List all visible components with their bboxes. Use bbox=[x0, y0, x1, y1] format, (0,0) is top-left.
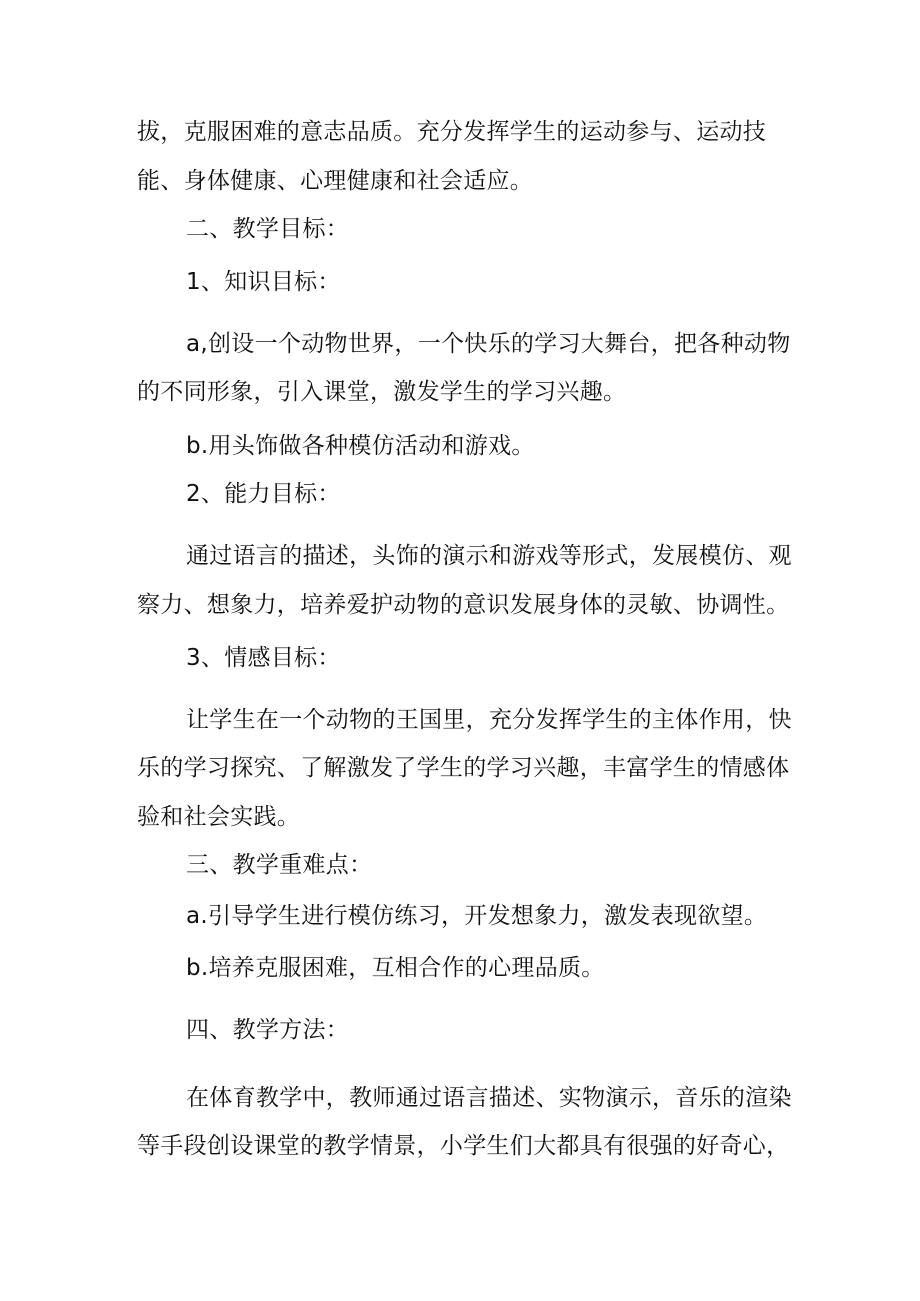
subsection-heading: 3、情感目标： bbox=[186, 645, 341, 671]
list-item: b.用头饰做各种模仿活动和游戏。 bbox=[186, 433, 535, 459]
paragraph-line: 验和社会实践。 bbox=[137, 804, 301, 830]
paragraph-line: 通过语言的描述，头饰的演示和游戏等形式，发展模仿、观 bbox=[186, 543, 792, 569]
section-heading: 四、教学方法： bbox=[186, 1017, 350, 1043]
subsection-heading: 1、知识目标： bbox=[186, 269, 341, 295]
paragraph-line: 能、身体健康、心理健康和社会适应。 bbox=[137, 168, 534, 194]
paragraph-line: 的不同形象，引入课堂，激发学生的学习兴趣。 bbox=[137, 379, 627, 405]
paragraph-line: 乐的学习探究、了解激发了学生的学习兴趣，丰富学生的情感体 bbox=[137, 755, 790, 781]
paragraph-line: 拔，克服困难的意志品质。充分发挥学生的运动参与、运动技 bbox=[137, 119, 767, 145]
list-item: b.培养克服困难，互相合作的心理品质。 bbox=[186, 955, 605, 981]
paragraph-line: 让学生在一个动物的王国里，充分发挥学生的主体作用，快 bbox=[186, 707, 792, 733]
list-item: a.引导学生进行模仿练习，开发想象力，激发表现欲望。 bbox=[186, 903, 768, 929]
paragraph-line: 等手段创设课堂的教学情景，小学生们大都具有很强的好奇心， bbox=[137, 1133, 790, 1159]
section-heading: 三、教学重难点： bbox=[186, 852, 373, 878]
subsection-heading: 2、能力目标： bbox=[186, 481, 341, 507]
list-item: a,创设一个动物世界，一个快乐的学习大舞台，把各种动物 bbox=[186, 331, 791, 357]
paragraph-line: 察力、想象力，培养爱护动物的意识发展身体的灵敏、协调性。 bbox=[137, 592, 790, 618]
section-heading: 二、教学目标： bbox=[186, 216, 350, 242]
paragraph-line: 在体育教学中，教师通过语言描述、实物演示，音乐的渲染 bbox=[186, 1085, 792, 1111]
